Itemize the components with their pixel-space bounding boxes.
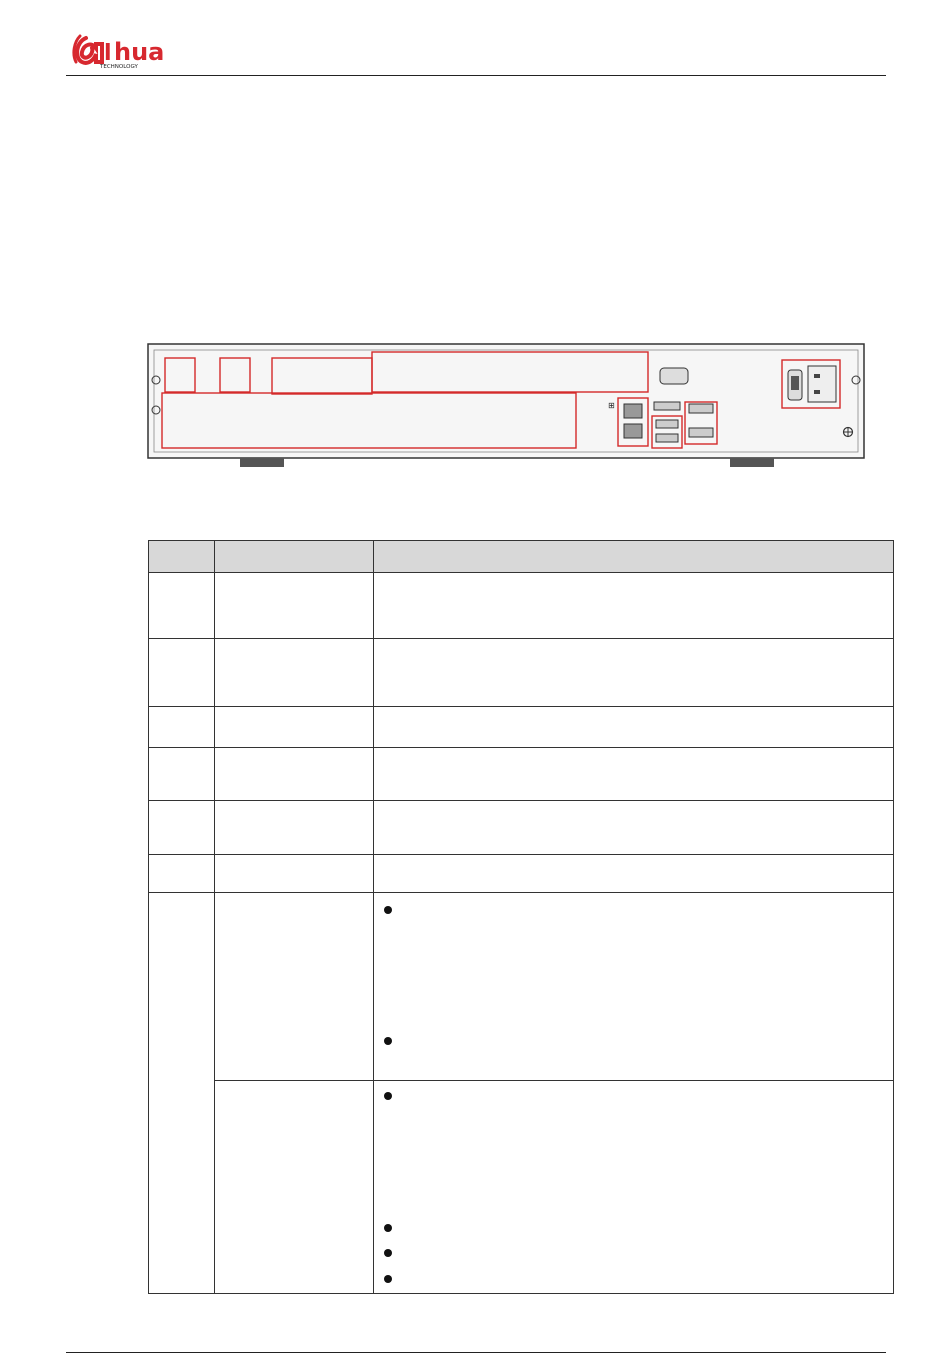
list-bullet (384, 1224, 392, 1232)
vga-port (660, 368, 688, 384)
list-bullet (384, 1092, 392, 1100)
usb-port-1 (656, 420, 678, 428)
rear-panel-figure (140, 300, 880, 500)
list-bullet (384, 1037, 392, 1045)
foot-left (240, 458, 284, 467)
network-icon: ⊞ (608, 401, 615, 410)
foot-right (730, 458, 774, 467)
footer-rule (66, 1352, 886, 1353)
header-rule (66, 75, 886, 76)
svg-text:l: l (104, 41, 112, 66)
brand-logo (72, 32, 192, 72)
esata-port (654, 402, 680, 410)
network-port (624, 404, 642, 418)
chassis (148, 344, 864, 458)
svg-text:hua: hua (114, 38, 165, 66)
rs232-port (624, 424, 642, 438)
svg-text:TECHNOLOGY: TECHNOLOGY (100, 64, 138, 70)
hdmi-port-2 (689, 428, 713, 437)
port-description-table (148, 540, 894, 1294)
list-bullet (384, 906, 392, 914)
list-bullet (384, 1249, 392, 1257)
table-header-row (148, 540, 894, 572)
list-bullet (384, 1275, 392, 1283)
hdmi-port-1 (689, 404, 713, 413)
power-socket (808, 366, 836, 402)
usb-port-2 (656, 434, 678, 442)
